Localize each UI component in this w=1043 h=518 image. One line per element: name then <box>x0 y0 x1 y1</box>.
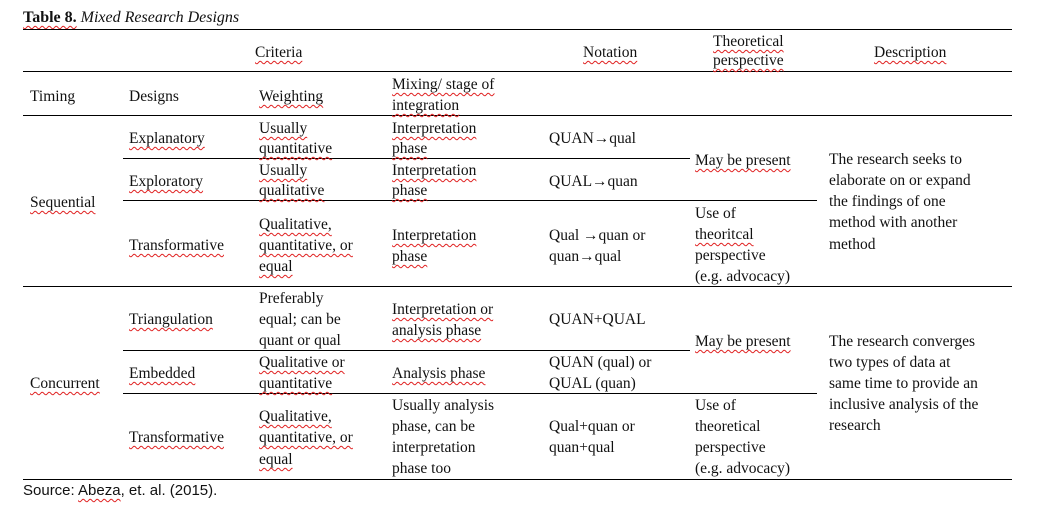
header-weighting: Weighting <box>259 88 324 105</box>
design-explanatory: Explanatory <box>129 130 205 147</box>
description-line: The research seeks to <box>829 151 962 168</box>
notation-line: QUAL (quan) <box>549 375 636 392</box>
mixing-line: interpretation <box>392 439 476 456</box>
design-transformative: Transformative <box>129 237 224 254</box>
mixing-line: Interpretation <box>392 227 477 244</box>
weighting-line: Qualitative, <box>259 408 332 425</box>
caption-title: Mixed Research Designs <box>80 9 240 26</box>
perspective-concurrent-a: May be present <box>695 333 791 350</box>
mixing-line: phase, can be <box>392 418 476 435</box>
timing-sequential: Sequential <box>30 194 96 211</box>
design-exploratory: Exploratory <box>129 173 204 190</box>
weighting-line: quantitative <box>259 140 333 157</box>
mixing-line: phase <box>392 182 428 199</box>
weighting-line: equal; can be <box>259 311 341 328</box>
weighting-line: quantitative, or <box>259 237 353 254</box>
mixing-line: Interpretation or <box>392 301 494 318</box>
rule-section <box>23 286 1012 287</box>
description-line: inclusive analysis of the <box>829 396 979 413</box>
perspective-line: perspective <box>695 247 766 264</box>
notation-line: QUAL→quan <box>549 173 638 190</box>
mixing-line: phase <box>392 248 428 265</box>
description-line: two types of data at <box>829 354 951 371</box>
header-theoretical-line2: perspective <box>713 52 784 69</box>
perspective-line: theoritcal <box>695 226 754 243</box>
weighting-line: Qualitative, <box>259 216 332 233</box>
notation-line: quan→qual <box>549 248 622 265</box>
weighting-line: Preferably <box>259 290 324 307</box>
weighting-line: quantitative, or <box>259 429 353 446</box>
notation-line: QUAN+QUAL <box>549 311 646 328</box>
weighting-line: quant or qual <box>259 332 341 349</box>
rule-con-1 <box>123 350 690 351</box>
weighting-line: equal <box>259 451 293 468</box>
rule-bottom <box>23 479 1012 480</box>
weighting-line: Qualitative or <box>259 354 345 371</box>
notation-line: Qual →quan or <box>549 227 646 244</box>
perspective-line: theoretical <box>695 418 761 435</box>
rule-seq-2b <box>690 200 817 201</box>
description-line: method <box>829 236 876 253</box>
perspective-line: (e.g. advocacy) <box>695 460 791 477</box>
design-transformative: Transformative <box>129 429 224 446</box>
perspective-line: Use of <box>695 205 736 222</box>
rule-criteria <box>23 71 1012 72</box>
mixing-line: Usually analysis <box>392 397 495 414</box>
rule-header-bottom <box>23 115 1012 116</box>
header-notation: Notation <box>583 44 638 61</box>
weighting-line: quantitative <box>259 375 333 392</box>
source-rest: , et. al. (2015). <box>120 482 218 499</box>
perspective-line: perspective <box>695 439 766 456</box>
description-line: the findings of one <box>829 193 946 210</box>
source-note <box>23 481 217 501</box>
design-embedded: Embedded <box>129 365 196 382</box>
weighting-line: qualitative <box>259 182 325 199</box>
header-description: Description <box>874 44 947 61</box>
source-author: Abeza <box>78 482 121 499</box>
weighting-line: equal <box>259 258 293 275</box>
header-mixing-line1: Mixing/ stage of <box>392 76 495 93</box>
mixing-line: analysis phase <box>392 322 482 339</box>
description-line: same time to provide an <box>829 375 978 392</box>
timing-concurrent: Concurrent <box>30 375 100 392</box>
perspective-line: (e.g. advocacy) <box>695 268 791 285</box>
mixing-line: phase <box>392 140 428 157</box>
source-prefix: Source: <box>23 482 79 499</box>
rule-top <box>23 29 1012 30</box>
perspective-sequential-a: May be present <box>695 152 791 169</box>
notation-line: QUAN (qual) or <box>549 354 652 371</box>
rule-con-2b <box>690 393 817 394</box>
perspective-line: Use of <box>695 397 736 414</box>
mixing-line: phase too <box>392 460 451 477</box>
header-criteria: Criteria <box>255 44 303 61</box>
mixing-line: Analysis phase <box>392 365 486 382</box>
weighting-line: Usually <box>259 120 308 137</box>
mixing-line: Interpretation <box>392 120 477 137</box>
header-mixing-line2: integration <box>392 97 460 114</box>
design-triangulation: Triangulation <box>129 311 213 328</box>
caption-label: Table 8. <box>23 9 77 26</box>
mixing-line: Interpretation <box>392 162 477 179</box>
notation-line: quan+qual <box>549 439 615 456</box>
description-line: method with another <box>829 214 958 231</box>
notation-line: QUAN→qual <box>549 130 636 147</box>
header-theoretical-line1: Theoretical <box>713 33 784 50</box>
table-caption <box>23 8 239 28</box>
description-line: research <box>829 417 881 434</box>
header-designs: Designs <box>129 88 179 105</box>
notation-line: Qual+quan or <box>549 418 635 435</box>
description-line: The research converges <box>829 333 976 350</box>
weighting-line: Usually <box>259 162 308 179</box>
header-timing: Timing <box>30 88 76 105</box>
description-line: elaborate on or expand <box>829 172 971 189</box>
